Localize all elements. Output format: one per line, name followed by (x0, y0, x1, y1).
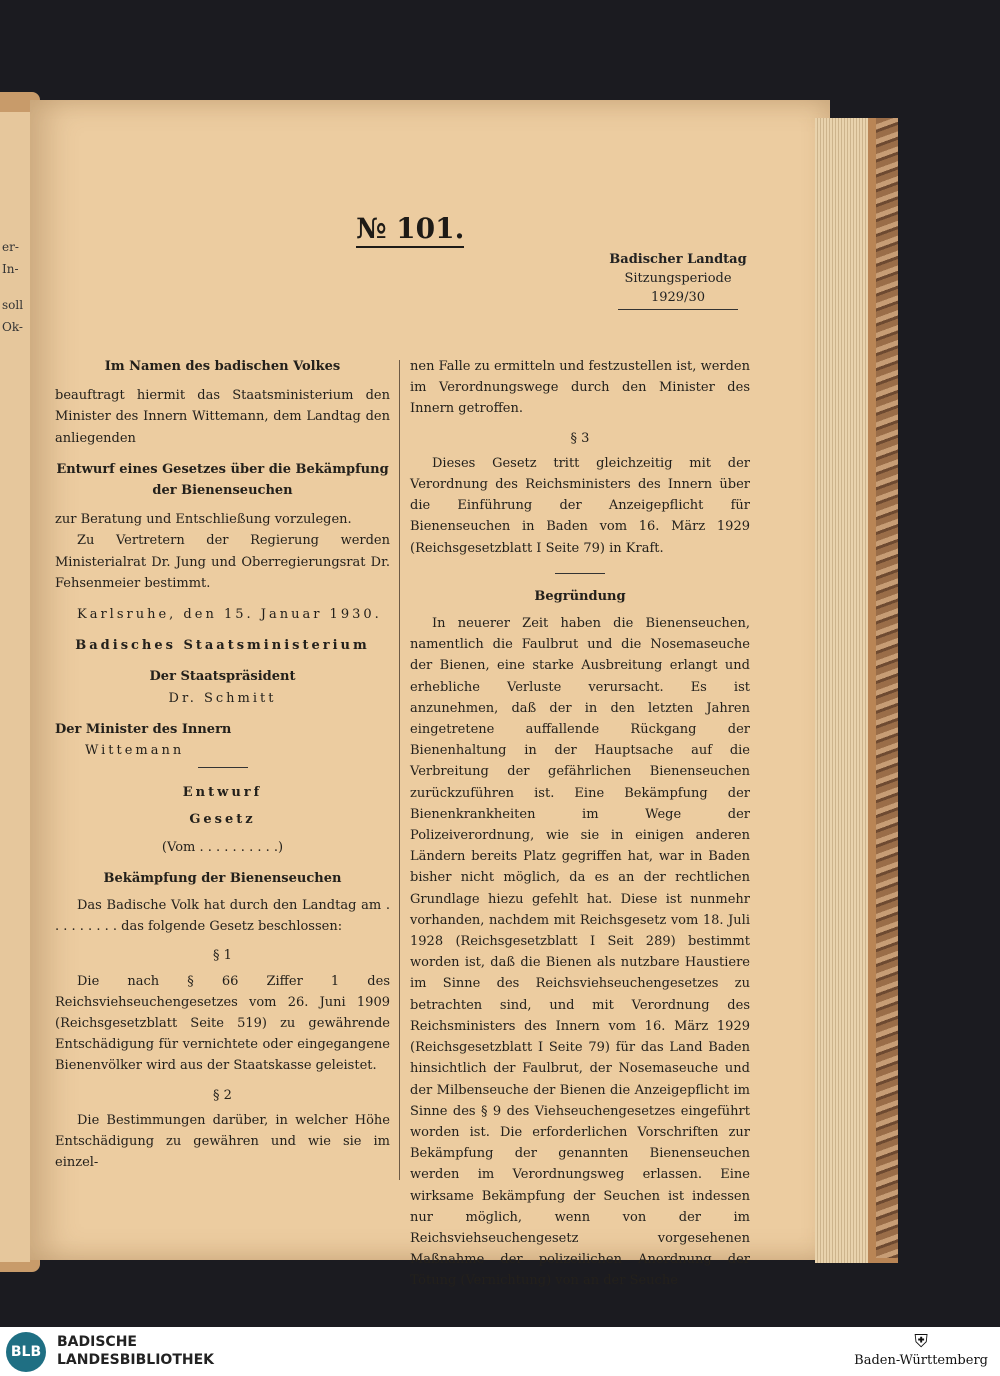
rationale-text: In neuerer Zeit haben die Bienenseuchen, namentlich die Faulbrut und die Nosemaseuche der Bienen, eine starke Ausbreitung erlangt und erhebliche Verluste verursacht. Es ist anzunehmen, daß der in den letzten Jahren eingetretene auffallende Rückgang der Bienenhaltung in der Hauptsache auf die Verbreitung der gefährlichen Bienenseuchen zurückzuführen ist. Eine Bekämpfung der Bienenkrankheiten im Wege der Polizeiverordnung, wie sie in einigen anderen Ländern bereits Platz gegriffen hat, war in Baden bisher nicht möglich, da es an der rechtlichen Grundlage hiezu gefehlt hat. Diese ist nunmehr vorhanden, nachdem mit Reichsgesetz vom 18. Juli 1928 (Reichsgesetzblatt I Seit 289) bestimmt worden ist, daß die Bienen als nutzbare Haustiere im Sinne des Reichsviehseuchengesetzes zu betrachten sind, und mit Verordnung des Reichsministers des Innern vom 16. März 1929 (Reichsgesetzblatt I Seite 79) für das Land Baden hinsichtlich der Faulbrut, der Nosemaseuche und der Milbenseuche der Bienen die Anzeigepflicht im Sinne des § 9 des Viehseuchengesetzes eingeführt worden ist. Die erforderlichen Vorschriften zur Bekämpfung der genannten Bienenseuchen werden im Verordnungsweg erlassen. Eine wirksame Bekämpfung der Seuchen ist indessen nur möglich, wenn von der im Reichsviehseuchengesetz vorgesehenen Maßnahme der polizeilichen Anordnung der Tötung (Vernichtung) von an der Seuche (410, 616, 750, 1289)
date-line: Karlsruhe, den 15. Januar 1930. (77, 607, 382, 623)
landtag-rule (618, 309, 738, 310)
preamble-text: beauftragt hiermit das Staatsministerium den Minister des Innern Wittemann, dem Landtag den anliegenden (55, 388, 390, 446)
date-placeholder: (Vom . . . . . . . . . .) (161, 839, 284, 855)
previous-page-edge (0, 112, 30, 1262)
prev-page-fragment: In- (2, 262, 19, 276)
section-3-heading: § 3 (570, 430, 590, 446)
section-1-heading: § 1 (213, 948, 232, 964)
president-title: Der Staatspräsident (149, 669, 296, 685)
section-divider (198, 767, 248, 768)
section-2-text: Die Bestimmungen darüber, in welcher Höhe Entschädigung zu gewähren und wie sie im einzel- (55, 1112, 390, 1171)
blb-logo-icon[interactable]: BLB (6, 1332, 46, 1372)
section-2-continuation: nen Falle zu ermitteln und festzustellen ist, werden im Verordnungswege durch den Minister des Innern getroffen. (410, 359, 750, 417)
section-2-heading: § 2 (213, 1087, 232, 1103)
footer-bar (0, 1327, 1000, 1376)
state-logo[interactable] (854, 1331, 988, 1369)
preamble-heading: Im Namen des badischen Volkes (104, 359, 341, 374)
section-1-text: Die nach § 66 Ziffer 1 des Reichsviehseuchengesetzes vom 26. Juni 1909 (Reichsgesetzblatt Seite 519) zu gewährende Entschädigung für vernichtete oder eingegangene Bienenvölker wird aus der Staatskasse geleistet. (55, 973, 390, 1074)
law-title: Bekämpfung der Bienenseuchen (103, 870, 342, 886)
section-divider (555, 573, 605, 574)
enactment-clause: Das Badische Volk hat durch den Landtag am . . . . . . . . . das folgende Gesetz beschlossen: (55, 898, 390, 935)
session-label: Sitzungsperiode (624, 271, 732, 286)
ministry-name: Badisches Staatsministerium (75, 638, 370, 654)
right-column (410, 356, 750, 1292)
prev-page-fragment: soll (2, 298, 24, 312)
library-name-line2: LANDESBIBLIOTHEK (57, 1352, 215, 1368)
rationale-heading: Begründung (534, 588, 626, 604)
submission-text: zur Beratung und Entschließung vorzulegen. (55, 512, 352, 528)
coat-of-arms-icon: ⛨ (914, 1331, 928, 1352)
marbled-edge (876, 118, 898, 1258)
left-column (55, 356, 390, 1174)
draft-label: Entwurf (182, 785, 263, 801)
library-name[interactable] (57, 1333, 214, 1369)
session-years: 1929/30 (650, 290, 705, 305)
landtag-name: Badischer Landtag (609, 252, 747, 267)
landtag-block (608, 250, 748, 310)
library-name-line1: BADISCHE (57, 1334, 137, 1350)
law-label: Gesetz (189, 812, 256, 828)
page-stack-edge (815, 118, 870, 1263)
prev-page-fragment: Ok- (2, 320, 23, 334)
minister-name: Wittemann (85, 743, 185, 759)
president-name: Dr. Schmitt (168, 690, 277, 706)
column-divider (399, 360, 400, 1180)
draft-title: Entwurf eines Gesetzes über die Bekämpfung der Bienenseuchen (56, 461, 389, 499)
section-3-text: Dieses Gesetz tritt gleichzeitig mit der Verordnung des Reichsministers des Innern über die Einführung der Anzeigepflicht für Bienenseuchen in Baden vom 16. März 1929 (Reichsgesetzblatt I Seite 79) in Kraft. (410, 455, 750, 556)
state-name: Baden-Württemberg (854, 1353, 988, 1368)
representatives-text: Zu Vertretern der Regierung werden Ministerialrat Dr. Jung und Oberregierungsrat Dr. Fehsenmeier bestimmt. (55, 533, 390, 591)
document-number: № 101. (356, 212, 464, 248)
minister-title: Der Minister des Innern (55, 721, 232, 737)
prev-page-fragment: er- (2, 240, 19, 254)
